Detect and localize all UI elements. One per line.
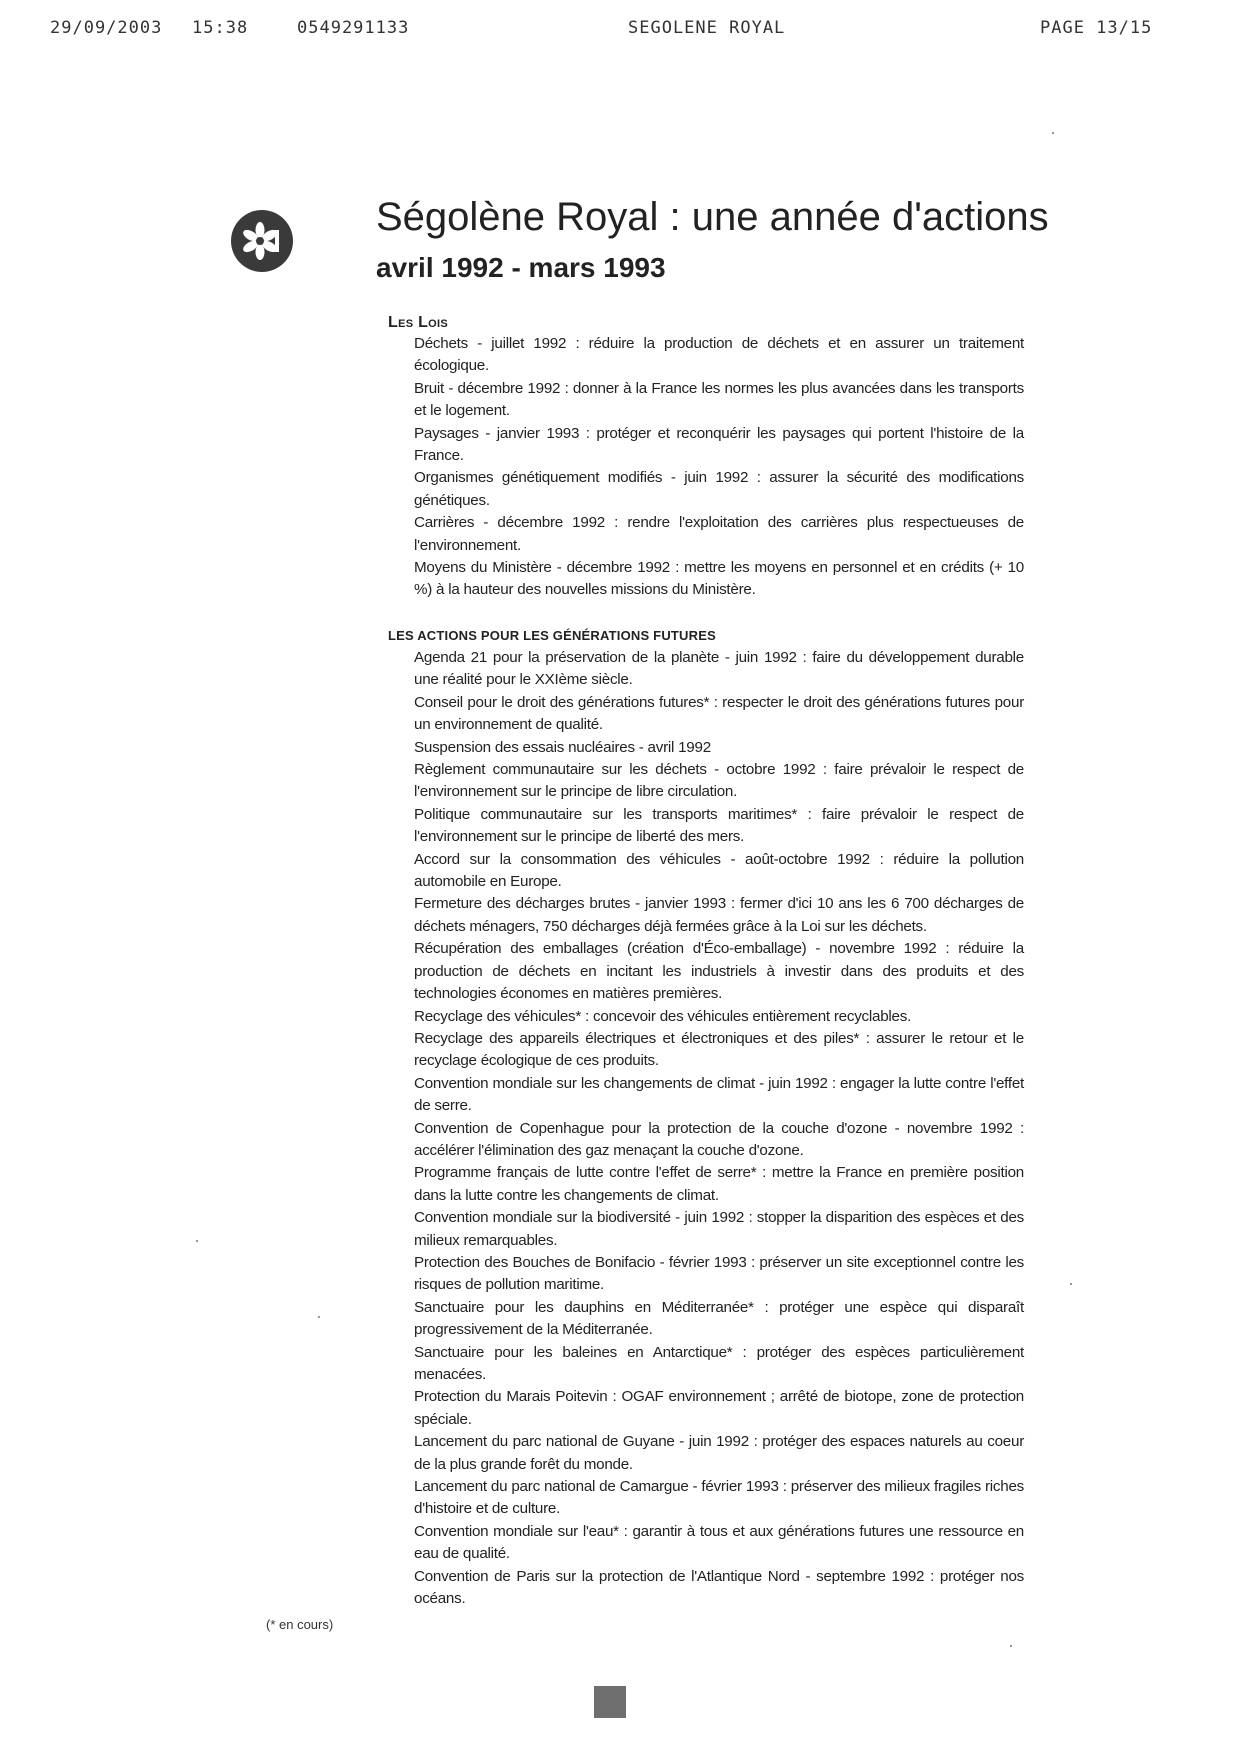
- fax-header: [0, 18, 1240, 42]
- section-heading-actions: LES ACTIONS POUR LES GÉNÉRATIONS FUTURES: [388, 628, 716, 643]
- fax-sender: SEGOLENE ROYAL: [628, 18, 786, 38]
- list-item: Déchets - juillet 1992 : réduire la production de déchets et en assurer un traitement écologique.: [414, 335, 1024, 375]
- page-title: Ségolène Royal : une année d'actions: [376, 195, 1049, 239]
- scan-speck: [1052, 132, 1054, 134]
- list-item: Sanctuaire pour les baleines en Antarctique* : protéger des espèces particulièrement menacées.: [414, 1343, 1024, 1383]
- list-item: Bruit - décembre 1992 : donner à la France les normes les plus avancées dans les transports et le logement.: [414, 379, 1024, 420]
- list-item: Agenda 21 pour la préservation de la planète - juin 1992 : faire du développement durable une réalité pour le XXIème siècle.: [414, 649, 1024, 689]
- list-item: Moyens du Ministère - décembre 1992 : mettre les moyens en personnel et en crédits (+ 10 %) à la hauteur des nouvelles missions du Ministère.: [414, 559, 1024, 599]
- list-item: Programme français de lutte contre l'effet de serre* : mettre la France en première position dans la lutte contre les changements de climat.: [414, 1164, 1024, 1204]
- list-item: Convention de Copenhague pour la protection de la couche d'ozone - novembre 1992 : accélérer l'élimination des gaz menaçant la couche d'ozone.: [414, 1119, 1024, 1159]
- list-item: Fermeture des décharges brutes - janvier 1993 : fermer d'ici 10 ans les 6 700 décharges de déchets ménagers, 750 décharges déjà fermées grâce à la Loi sur les déchets.: [414, 895, 1024, 935]
- list-item: Convention de Paris sur la protection de l'Atlantique Nord - septembre 1992 : protéger nos océans.: [414, 1567, 1024, 1608]
- list-item: Convention mondiale sur l'eau* : garantir à tous et aux générations futures une ressource en eau de qualité.: [414, 1522, 1024, 1563]
- list-item: Règlement communautaire sur les déchets - octobre 1992 : faire prévaloir le respect de l'environnement sur le principe de libre circulation.: [414, 761, 1024, 801]
- list-item: Organismes génétiquement modifiés - juin 1992 : assurer la sécurité des modifications génétiques.: [414, 469, 1024, 509]
- list-item: Recyclage des véhicules* : concevoir des véhicules entièrement recyclables.: [414, 1007, 912, 1025]
- fax-date: 29/09/2003: [50, 18, 163, 38]
- list-item: Lancement du parc national de Guyane - juin 1992 : protéger des espaces naturels au coeur de la plus grande forêt du monde.: [414, 1433, 1024, 1473]
- lois-list: [414, 333, 1024, 602]
- scan-speck: [196, 1240, 198, 1242]
- list-item: Accord sur la consommation des véhicules - août-octobre 1992 : réduire la pollution automobile en Europe.: [414, 850, 1024, 891]
- list-item: Convention mondiale sur les changements de climat - juin 1992 : engager la lutte contre l'effet de serre.: [414, 1074, 1024, 1115]
- list-item: Politique communautaire sur les transports maritimes* : faire prévaloir le respect de l'environnement sur le principe de liberté des mers.: [414, 805, 1024, 846]
- scan-speck: [318, 1316, 320, 1318]
- list-item: Suspension des essais nucléaires - avril 1992: [414, 738, 711, 756]
- list-item: Protection du Marais Poitevin : OGAF environnement ; arrêté de biotope, zone de protection spéciale.: [414, 1388, 1024, 1428]
- list-item: Sanctuaire pour les dauphins en Méditerranée* : protéger une espèce qui disparaît progressivement de la Méditerranée.: [414, 1298, 1024, 1339]
- fax-page-number: PAGE 13/15: [1040, 18, 1153, 38]
- page-mark: [594, 1686, 626, 1718]
- fax-phone: 0549291133: [297, 18, 410, 38]
- list-item: Carrières - décembre 1992 : rendre l'exploitation des carrières plus respectueuses de l'environnement.: [414, 514, 1024, 554]
- list-item: Récupération des emballages (création d'Éco-emballage) - novembre 1992 : réduire la production de déchets en incitant les industriels à investir dans des produits et des technologies économes en matières premières.: [414, 940, 1024, 1003]
- scan-speck: [1010, 1645, 1012, 1647]
- list-item: Paysages - janvier 1993 : protéger et reconquérir les paysages qui portent l'histoire de la France.: [414, 424, 1024, 465]
- flower-logo-icon: [231, 210, 293, 272]
- scan-speck: [1070, 1283, 1072, 1285]
- list-item: Conseil pour le droit des générations futures* : respecter le droit des générations futures pour un environnement de qualité.: [414, 693, 1024, 734]
- flower-logo-svg: [231, 210, 293, 272]
- list-item: Protection des Bouches de Bonifacio - février 1993 : préserver un site exceptionnel contre les risques de pollution maritime.: [414, 1253, 1024, 1294]
- list-item: Recyclage des appareils électriques et électroniques et des piles* : assurer le retour et le recyclage écologique de ces produits.: [414, 1029, 1024, 1070]
- actions-list: [414, 647, 1024, 1610]
- list-item: Convention mondiale sur la biodiversité - juin 1992 : stopper la disparition des espèces et des milieux remarquables.: [414, 1209, 1024, 1249]
- section-heading-lois: Les Lois: [388, 314, 449, 331]
- list-item: Lancement du parc national de Camargue - février 1993 : préserver des milieux fragiles riches d'histoire et de culture.: [414, 1478, 1024, 1518]
- fax-time: 15:38: [192, 18, 249, 38]
- footnote-en-cours: (* en cours): [266, 1617, 334, 1632]
- page-subtitle: avril 1992 - mars 1993: [376, 252, 666, 283]
